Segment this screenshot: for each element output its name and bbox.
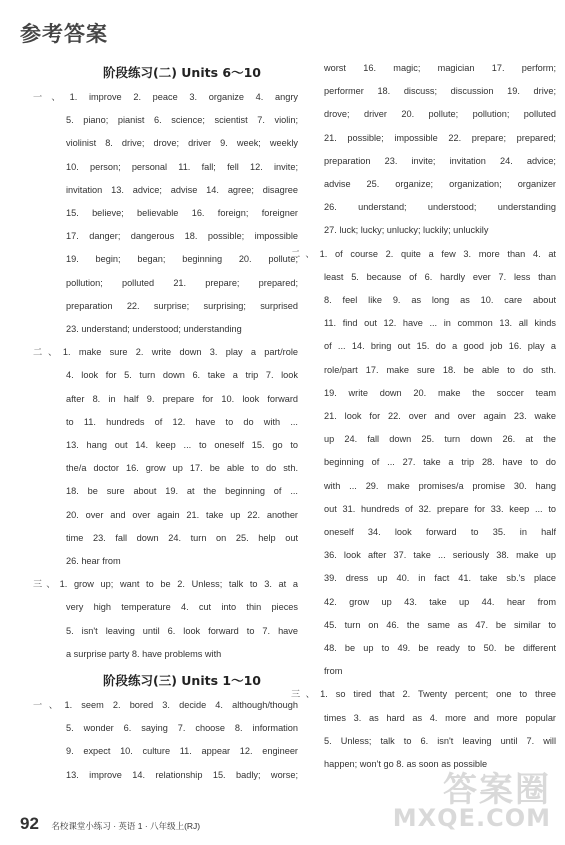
answer-line: 18. be sure about 19. at the beginning of ...: [66, 486, 298, 497]
answer-line: with ... 29. make promises/a promise 30. hang: [324, 480, 556, 491]
answer-line: 9. expect 10. culture 11. appear 12. engineer: [66, 746, 298, 757]
answer-line: 23. understand; understood; understanding: [66, 324, 242, 335]
answer-line: 48. be up to 49. be ready to 50. be different: [324, 643, 556, 654]
answer-line: 一、1. improve 2. peace 3. organize 4. angry: [33, 92, 298, 102]
answer-line: 二、1. of course 2. quite a few 3. more than 4. at: [291, 248, 556, 259]
page-number: 92: [20, 814, 39, 833]
answer-line: 4. look for 5. turn down 6. take a trip 7. look: [66, 370, 298, 381]
answer-line: 26. understand; understood; understanding: [324, 202, 556, 213]
answer-line: 20. over and over again 21. take up 22. another: [66, 509, 298, 520]
answer-line: beginning of ... 27. take a trip 28. have to do: [324, 457, 556, 468]
answer-line: 17. danger; dangerous 18. possible; impossible: [66, 231, 298, 242]
answer-line: time 23. fall down 24. turn on 25. help out: [66, 532, 298, 543]
answer-line: 19. write down 20. make the soccer team: [324, 387, 556, 398]
answer-line: worst 16. magic; magician 17. perform;: [324, 63, 556, 73]
left-column: [33, 58, 298, 787]
answer-line: role/part 17. make sure 18. be able to do sth.: [324, 364, 556, 375]
answer-line: oneself 34. look forward to 35. in half: [324, 527, 556, 538]
answer-line: to 11. hundreds of 12. have to do with ...: [66, 416, 298, 427]
answer-line: a surprise party 8. have problems with: [66, 648, 222, 659]
answer-line: 8. feel like 9. as long as 10. care about: [324, 295, 556, 306]
answer-line: 19. begin; began; beginning 20. pollute;: [66, 254, 298, 265]
answer-line: 10. person; personal 11. fall; fell 12. invite;: [66, 161, 298, 172]
section-title: 阶段练习(二) Units 6～10: [103, 65, 261, 80]
answer-line: 13. hang out 14. keep ... to oneself 15. go to: [66, 440, 298, 451]
answer-line: 11. find out 12. have ... in common 13. all kinds: [324, 318, 556, 329]
answer-line: 21. possible; impossible 22. prepare; prepared;: [324, 132, 556, 143]
answer-line: drove; driver 20. pollute; pollution; polluted: [324, 109, 556, 120]
answer-line: 45. turn on 46. the same as 47. be similar to: [324, 619, 556, 630]
watermark-logo-text: 答案圈: [443, 770, 551, 810]
answer-line: 27. luck; lucky; unlucky; luckily; unluckily: [324, 225, 489, 236]
book-info: 名校课堂小练习 · 英语 1 · 八年级上(RJ): [51, 821, 201, 831]
page-header: [0, 0, 565, 52]
answer-line: pollution; polluted 21. prepare; prepared;: [66, 277, 298, 288]
answer-line: times 3. as hard as 4. more and more popular: [324, 712, 556, 723]
answer-line: invitation 13. advice; advise 14. agree; disagree: [66, 184, 298, 195]
answer-line: 5. wonder 6. saying 7. choose 8. information: [66, 723, 298, 734]
answer-line: advise 25. organize; organization; organizer: [324, 179, 556, 190]
watermark-url: MXQE.COM: [392, 804, 551, 832]
answer-line: after 8. in half 9. prepare for 10. look forward: [66, 393, 298, 404]
answer-line: 一、1. seem 2. bored 3. decide 4. although/though: [33, 700, 298, 711]
answer-line: violinist 8. drive; drove; driver 9. week; weekly: [66, 138, 298, 149]
section-title: 阶段练习(三) Units 1～10: [103, 673, 261, 689]
right-column: [291, 57, 556, 776]
page-footer: [20, 814, 200, 834]
section-body: [33, 694, 298, 787]
answer-line: 39. dress up 40. in fact 41. take sb.'s place: [324, 573, 556, 584]
answer-line: out 31. hundreds of 32. prepare for 33. keep ... to: [324, 503, 556, 514]
answer-line: performer 18. discuss; discussion 19. drive;: [324, 86, 556, 97]
answer-line: 二、1. make sure 2. write down 3. play a part/role: [33, 347, 298, 358]
answer-line: 21. look for 22. over and over again 23. wake: [324, 411, 556, 422]
answer-line: 36. look after 37. take ... seriously 38. make up: [324, 550, 556, 561]
section-body: [33, 86, 298, 666]
answer-line: preparation 23. invite; invitation 24. advice;: [324, 155, 556, 166]
answer-line: preparation 22. surprise; surprising; surprised: [66, 300, 298, 311]
answer-line: 三、1. so tired that 2. Twenty percent; one to three: [291, 689, 556, 700]
answer-line: 5. isn't leaving until 6. look forward to 7. have: [66, 625, 298, 636]
answer-line: 42. grow up 43. take up 44. hear from: [324, 596, 556, 607]
watermark: [392, 760, 555, 840]
answer-line: least 5. because of 6. hardly ever 7. less than: [324, 271, 556, 282]
answer-line: up 24. fall down 25. turn down 26. at the: [324, 434, 556, 445]
answer-line: 5. piano; pianist 6. science; scientist 7. violin;: [66, 115, 298, 126]
answer-line: the/a doctor 16. grow up 17. be able to do sth.: [66, 463, 298, 474]
answer-line: 13. improve 14. relationship 15. badly; worse;: [66, 769, 298, 780]
answer-line: 5. Unless; talk to 6. isn't leaving until 7. will: [324, 735, 556, 746]
answer-line: of ... 14. bring out 15. do a good job 16. play a: [324, 341, 556, 352]
answer-line: 26. hear from: [66, 556, 121, 567]
answer-line: 三、1. grow up; want to be 2. Unless; talk to 3. at a: [33, 579, 298, 590]
answer-line: from: [324, 666, 343, 677]
answer-line: 15. believe; believable 16. foreign; foreigner: [66, 208, 298, 219]
answer-line: happen; won't go 8. as soon as possible: [324, 759, 488, 770]
page-title: 参考答案: [20, 22, 108, 46]
answer-line: very high temperature 4. cut into thin pieces: [66, 602, 298, 613]
